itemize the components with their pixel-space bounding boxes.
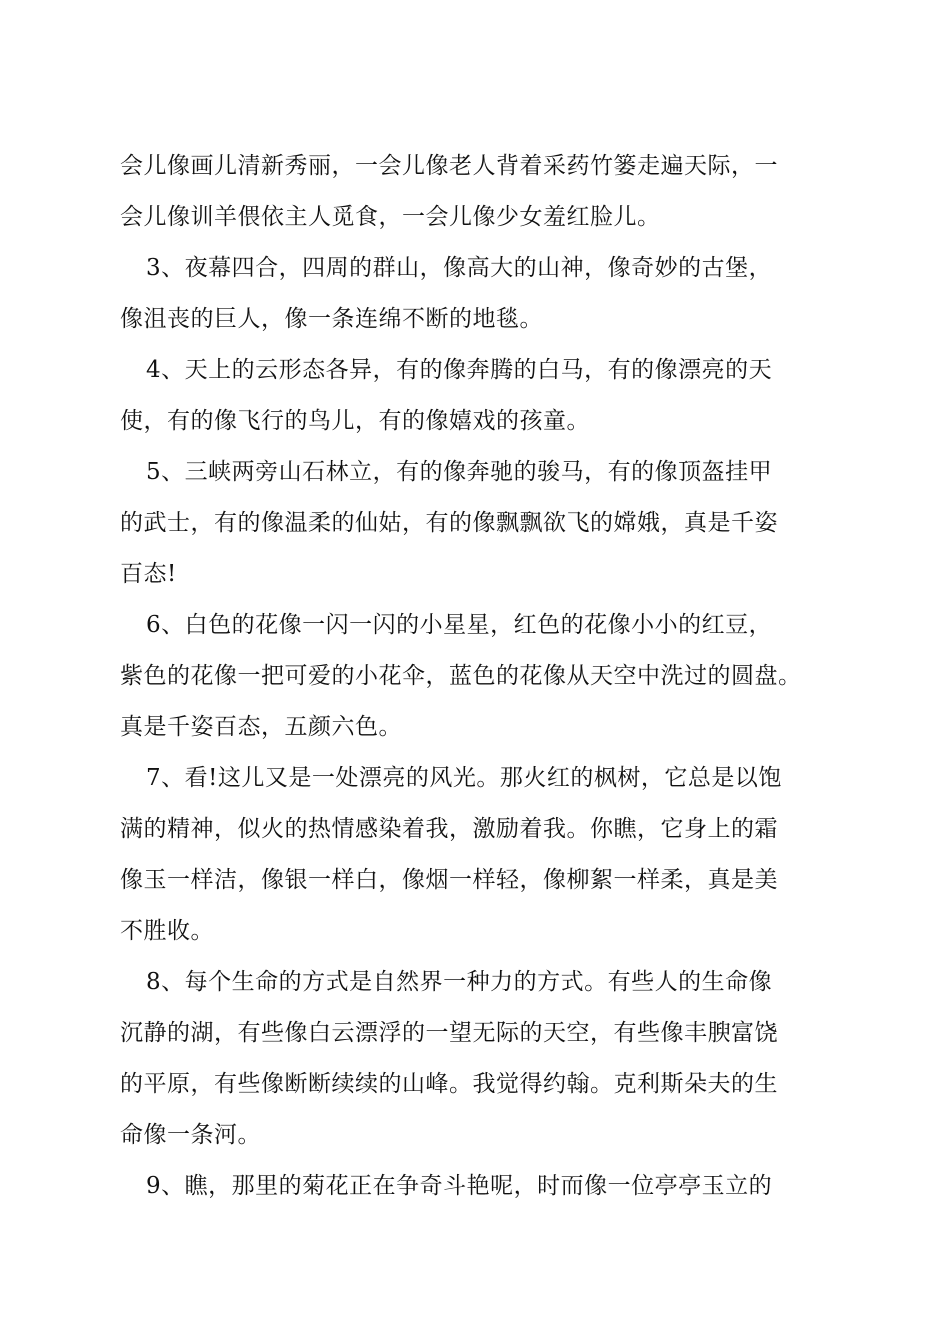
text-line: 8、每个生命的方式是自然界一种力的方式。有些人的生命像 — [146, 969, 773, 995]
text-line: 5、三峡两旁山石林立，有的像奔驰的骏马，有的像顶盔挂甲 — [146, 459, 773, 485]
text-line: 沉静的湖，有些像白云漂浮的一望无际的天空，有些像丰腴富饶 — [120, 1020, 778, 1046]
text-line: 真是千姿百态，五颜六色。 — [120, 714, 402, 740]
text-line: 紫色的花像一把可爱的小花伞，蓝色的花像从天空中洗过的圆盘。 — [120, 663, 802, 689]
text-line: 百态! — [120, 561, 177, 587]
text-line: 7、看!这儿又是一处漂亮的风光。那火红的枫树，它总是以饱 — [146, 765, 782, 791]
text-line: 4、天上的云形态各异，有的像奔腾的白马，有的像漂亮的天 — [146, 357, 773, 383]
text-line: 像玉一样洁，像银一样白，像烟一样轻，像柳絮一样柔，真是美 — [120, 867, 778, 893]
text-line: 6、白色的花像一闪一闪的小星星，红色的花像小小的红豆， — [146, 612, 773, 638]
text-line: 会儿像训羊偎依主人觅食，一会儿像少女羞红脸儿。 — [120, 204, 661, 230]
text-line: 命像一条河。 — [120, 1122, 261, 1148]
text-line: 会儿像画儿清新秀丽，一会儿像老人背着采药竹篓走遍天际，一 — [120, 153, 778, 179]
text-line: 9、瞧，那里的菊花正在争奇斗艳呢，时而像一位亭亭玉立的 — [146, 1173, 773, 1199]
text-line: 使，有的像飞行的鸟儿，有的像嬉戏的孩童。 — [120, 408, 590, 434]
text-line: 像沮丧的巨人，像一条连绵不断的地毯。 — [120, 306, 543, 332]
text-line: 满的精神，似火的热情感染着我，激励着我。你瞧，它身上的霜 — [120, 816, 778, 842]
text-line: 3、夜幕四合，四周的群山，像高大的山神，像奇妙的古堡， — [146, 255, 773, 281]
text-line: 的平原，有些像断断续续的山峰。我觉得约翰。克利斯朵夫的生 — [120, 1071, 778, 1097]
text-line: 不胜收。 — [120, 918, 214, 944]
text-line: 的武士，有的像温柔的仙姑，有的像飘飘欲飞的嫦娥，真是千姿 — [120, 510, 778, 536]
